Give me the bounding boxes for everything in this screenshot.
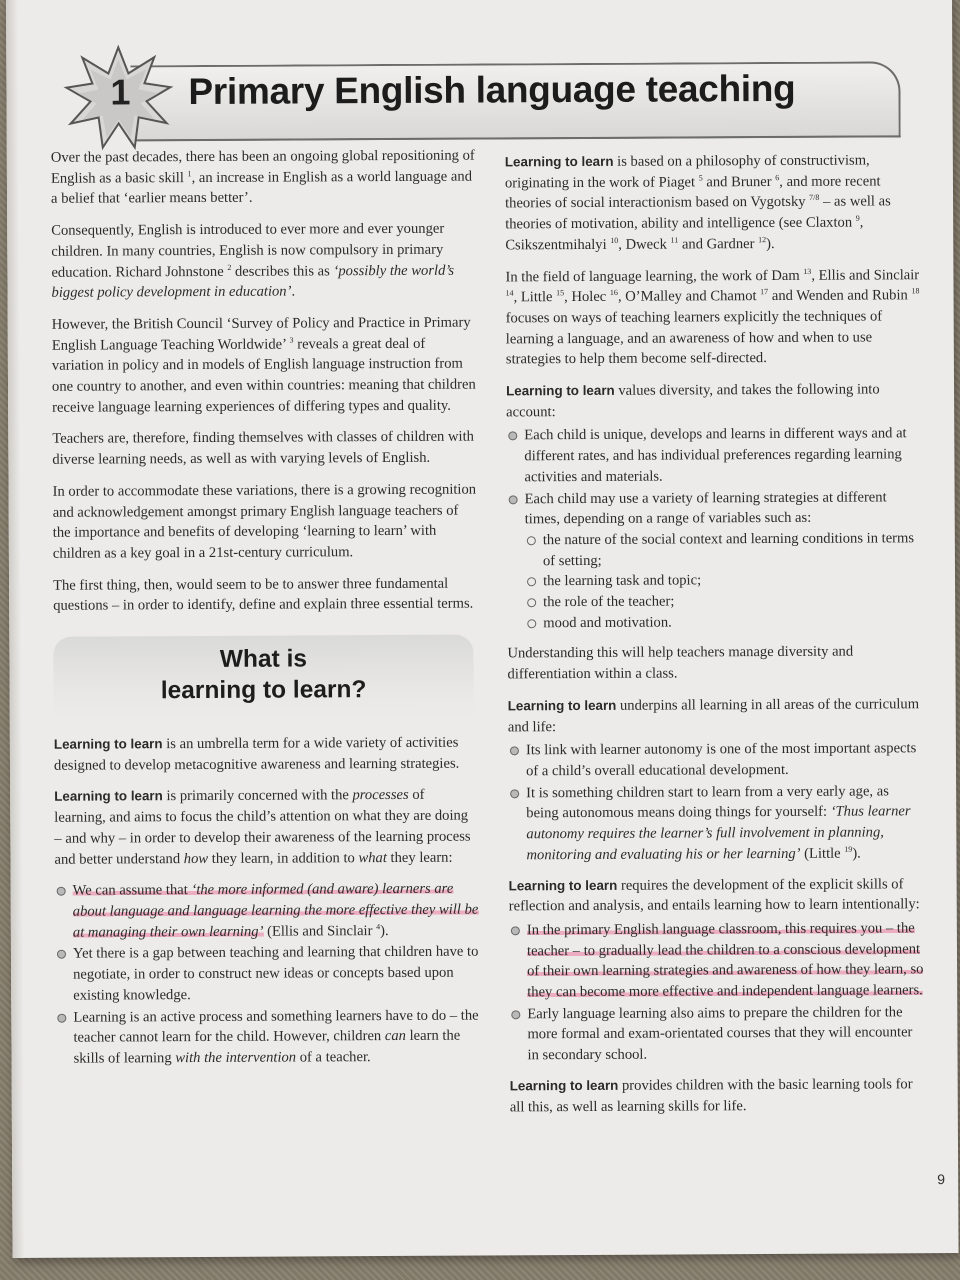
paragraph-accommodate: In order to accommodate these variations, there is a growing recognition and acknowledgement amongst primary English language teachers of the importance and benefits of developing ‘learning to learn’ with children as a key goal in a 21st-century curriculum. <box>52 481 477 562</box>
list-item: Each child may use a variety of learning strategies at different times, depending on a range of variables such as: the nature of the social context and learning conditions in terms of setting; the learning task and topic; the role of the teacher; mood and motivation. <box>507 487 924 634</box>
paragraph-processes: Learning to learn is primarily concerned with the processes of learning, and aims to focus the child’s attention on what they are doing – and why – in order to develop their awareness of the learning process and better understand how they learn, in addition to what they learn: <box>54 787 471 868</box>
bullet-list-autonomy <box>508 738 925 865</box>
paragraph-language-learning: In the field of language learning, the work of Dam $^{13}$, Ellis and Sinclair $^{14}$, Little $^{15}$, Holec $^{16}$, O’Malley and Chamot $^{17}$ and Wenden and Rubin $^{18}$ focuses on ways of teaching learners explicitly the techniques of learning a language, and an awareness of how and when to use strategies to help them become self-directed. <box>505 266 920 368</box>
bullet-list-left <box>55 879 480 1070</box>
paragraph-underpins: Learning to learn underpins all learning in all areas of the curriculum and life: <box>507 696 920 735</box>
list-item: Its link with learner autonomy is one of the most important aspects of a child’s overall educational development. <box>508 738 924 782</box>
left-column <box>51 146 480 1080</box>
bullet-list-intentional <box>509 918 926 1066</box>
paragraph-diversity: Learning to learn values diversity, and takes the following into account: <box>506 381 880 421</box>
book-page <box>6 0 959 1258</box>
list-item: It is something children start to learn from a very early age, as being autonomous means doing things for yourself: ‘Thus learner autonomy requires the learner’s full involvement in planning, monitoring and evaluating his or her learning’ (Little $^{19}$). <box>508 781 924 866</box>
page-number: 9 <box>937 1171 946 1188</box>
list-item: Each child is unique, develops and learns in different ways and at different rates, and has individual preferences regarding learning activities and materials. <box>506 424 922 488</box>
sub-list-item: mood and motivation. <box>525 611 923 634</box>
paragraph-umbrella: Learning to learn is an umbrella term for a wide variety of activities designed to develop metacognitive awareness and learning strategies. <box>53 734 460 774</box>
chapter-number: 1 <box>110 71 131 113</box>
paragraph-understanding: Understanding this will help teachers manage diversity and differentiation within a class. <box>507 644 854 683</box>
list-item: Early language learning also aims to prepare the children for the more formal and exam-orientated courses that they will encounter in secondary school. <box>509 1002 925 1066</box>
paragraph-intro: Over the past decades, there has been an ongoing global repositioning of English as a basic skill $^1$, an increase in English as a world language and a belief that ‘earlier means better’. <box>50 147 475 208</box>
section-heading-box <box>53 635 473 721</box>
list-item: Yet there is a gap between teaching and learning that children have to negotiate, in order to construct new ideas or concepts based upon existing knowledge. <box>55 942 479 1006</box>
list-item: Learning is an active process and something learners have to do – the teacher cannot learn for the child. However, children can learn the skills of learning with the intervention of a teacher. <box>55 1005 479 1069</box>
paragraph-teachers: Teachers are, therefore, finding themselves with classes of children with diverse learning needs, as well as with varying levels of English. <box>52 428 474 468</box>
paragraph-survey: However, the British Council ‘Survey of Policy and Practice in Primary English Language Teaching Worldwide’ $^3$ reveals a great deal of variation in policy and in models of English language instruction from one country to another, and even within countries: meaning that children receive language learning experiences of differing types and quality. <box>51 314 476 416</box>
paragraph-tools: Learning to learn provides children with the basic learning tools for all this, as well as learning skills for life. <box>509 1076 913 1115</box>
paragraph-constructivism: Learning to learn is based on a philosophy of constructivism, originating in the work of Piaget $^5$ and Bruner $^6$, and more recent theories of social interactionism based on Vygotsky $^{7/8}$ – as well as theories of motivation, ability and intelligence (see Claxton $^9$, Csikszentmihalyi $^{10}$, Dweck $^{11}$ and Gardner $^{12}$). <box>504 152 891 254</box>
list-item: We can assume that ‘the more informed (and aware) learners are about language and language learning the more effective they will be at managing their own learning’ (Ellis and Sinclair $^4$). <box>55 879 479 943</box>
list-item: In the primary English language classroom, this requires you – the teacher – to gradually lead the children to a conscious development of their own learning strategies and awareness of how they learn, so they can become more effective and independent language learners. <box>509 918 925 1003</box>
sub-list-item: the learning task and topic; <box>525 570 923 593</box>
sub-list <box>525 528 924 634</box>
sub-list-item: the role of the teacher; <box>525 590 923 613</box>
paragraph-questions: The first thing, then, would seem to be to answer three fundamental questions – in order to identify, define and explain three essential terms. <box>53 575 474 615</box>
bullet-list-diversity <box>506 424 923 634</box>
right-column <box>505 150 926 1128</box>
paragraph-compulsory: Consequently, English is introduced to ever more and ever younger children. In many countries, English is now compulsory in primary education. Richard Johnstone $^2$ describes this as ‘possibly the world’s biggest policy development in education’. <box>51 220 455 301</box>
sub-list-item: the nature of the social context and learning conditions in terms of setting; <box>525 528 923 571</box>
paragraph-reflection: Learning to learn requires the development of the explicit skills of reflection and analysis, and entails learning how to learn intentionally: <box>508 875 920 915</box>
page-title: Primary English language teaching <box>188 67 796 113</box>
section-heading-line2: learning to learn? <box>160 676 367 705</box>
section-heading-line1: What is <box>219 645 308 673</box>
